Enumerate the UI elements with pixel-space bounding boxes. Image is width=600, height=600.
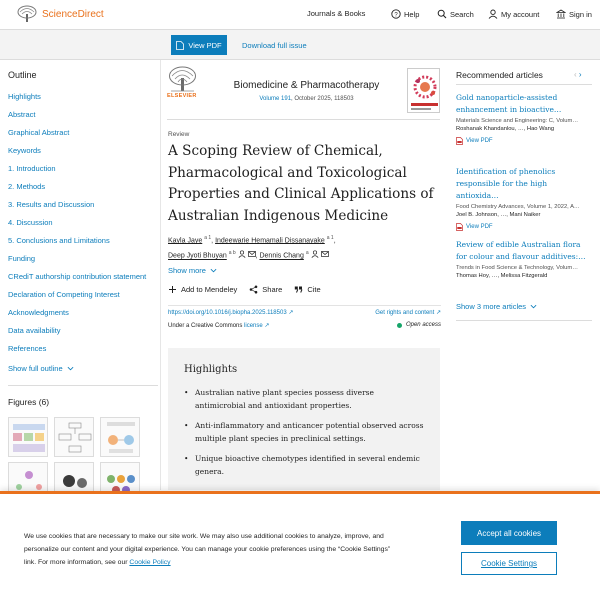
chevron-down-icon (530, 303, 537, 310)
outline-item-conclusions[interactable]: 5. Conclusions and Limitations (8, 236, 110, 245)
sciencedirect-logo[interactable] (16, 5, 104, 23)
view-pdf-label: View PDF (188, 40, 222, 50)
outline-title: Outline (8, 70, 37, 80)
sign-in-link[interactable] (556, 9, 592, 19)
recommended-article-authors: Joel B. Johnson, …, Mani Naiker (456, 212, 541, 218)
cite-button[interactable] (294, 285, 320, 294)
show-more-articles-button[interactable] (456, 302, 537, 311)
outline-item-introduction[interactable]: 1. Introduction (8, 164, 56, 173)
recommended-nav (574, 70, 582, 79)
outline-item-credit[interactable]: CRediT authorship contribution statement (8, 272, 147, 281)
recommended-article-source: Materials Science and Engineering: C, Volum… (456, 118, 579, 124)
outline-sidebar (8, 70, 158, 407)
share-label: Share (262, 285, 283, 294)
recommended-article-title[interactable]: Review of edible Australian flora for colour and flavour additives:… (456, 240, 586, 261)
cookie-message (24, 530, 404, 569)
recommended-articles-title: Recommended articles (456, 70, 543, 80)
figure-thumbnail-image (55, 418, 94, 457)
journals-books-link[interactable] (307, 9, 365, 18)
svg-text:?: ? (394, 12, 398, 19)
get-rights-link[interactable] (375, 309, 441, 316)
recommended-article (456, 239, 592, 279)
recommended-bottom-divider (456, 320, 592, 321)
highlight-item: • Anti-inflammatory and anticancer potential observed across multiple plant species in preclinical settings. (184, 420, 424, 445)
license-link[interactable] (244, 323, 269, 329)
user-icon (488, 9, 498, 19)
chevron-right-icon[interactable]: › (578, 70, 582, 79)
author-affiliation[interactable]: a b (228, 250, 236, 257)
external-link-icon: ↗ (264, 323, 270, 329)
highlights-section (168, 348, 440, 490)
show-full-outline-button[interactable] (8, 364, 158, 373)
email-icon[interactable] (248, 250, 256, 258)
author-name[interactable]: Kayla Jaye (168, 237, 203, 245)
recommended-article-source: Food Chemistry Advances, Volume 1, 2022, A… (456, 204, 580, 210)
elsevier-tree-icon (16, 5, 38, 23)
recommended-divider (456, 84, 592, 85)
view-pdf-button[interactable] (171, 35, 227, 55)
recommended-article-source: Trends in Food Science & Technology, Volum… (456, 265, 579, 271)
pdf-icon (176, 41, 184, 50)
journal-name[interactable]: Biomedicine & Pharmacotherapy (233, 80, 380, 91)
search-label: Search (450, 9, 474, 19)
article-action-bar (0, 30, 600, 60)
view-pdf-label: View PDF (466, 224, 493, 230)
author-separator: , (255, 252, 258, 260)
author-name[interactable]: Deep Jyoti Bhuyan (168, 252, 227, 260)
outline-item-funding[interactable]: Funding (8, 254, 36, 263)
show-more-articles-label: Show 3 more articles (456, 302, 527, 311)
figure-thumbnail-image (101, 418, 140, 457)
author-name[interactable]: Indeewarie Hemamali Dissanayake (215, 237, 325, 245)
article-title: A Scoping Review of Chemical, Pharmacological and Toxicological Properties and Clinical Applications of Australian Indigenous Medicine (168, 143, 434, 224)
accept-all-cookies-button[interactable]: Accept all cookies (461, 521, 557, 545)
external-link-icon: ↗ (435, 310, 441, 316)
search-icon (437, 9, 447, 19)
license-row (168, 322, 441, 329)
license-prefix: Under a Creative Commons (168, 323, 245, 329)
top-navigation (0, 0, 600, 30)
author-affiliation[interactable]: a 1 (326, 235, 334, 241)
institution-icon (556, 9, 566, 19)
highlight-item: • Australian native plant species possess diverse antimicrobial and antioxidant properties. (184, 387, 424, 412)
article-tools (168, 285, 333, 294)
outline-item-competing-interest[interactable]: Declaration of Competing Interest (8, 290, 120, 299)
journals-books-label: Journals & Books (307, 9, 366, 18)
doi-link[interactable] (168, 309, 293, 316)
my-account-link[interactable] (488, 9, 539, 19)
help-icon (391, 9, 401, 19)
share-icon (249, 285, 258, 294)
recommended-view-pdf-link[interactable] (456, 223, 592, 231)
my-account-label: My account (501, 9, 540, 19)
show-full-outline-label: Show full outline (8, 364, 63, 373)
outline-item-results[interactable]: 3. Results and Discussion (8, 200, 95, 209)
sidebar-divider (160, 60, 161, 490)
journal-volume (219, 96, 394, 102)
author-separator: , (333, 237, 336, 245)
pdf-icon (456, 223, 463, 231)
show-more-label: Show more (168, 266, 206, 275)
pdf-icon (456, 137, 463, 145)
doi-text: https://doi.org/10.1016/j.biopha.2025.118503 (168, 310, 287, 316)
author-affiliation[interactable]: a (305, 250, 309, 257)
plus-icon (168, 285, 177, 294)
share-button[interactable] (249, 285, 282, 294)
add-to-mendeley-button[interactable] (168, 285, 237, 294)
journal-header (167, 66, 440, 120)
figures-title: Figures (6) (8, 397, 50, 407)
recommended-article-title[interactable]: Identification of phenolics responsible for the high antioxida… (456, 167, 556, 200)
search-link[interactable] (437, 9, 474, 19)
author-separator: , (211, 237, 214, 245)
cookie-banner (0, 491, 600, 600)
recommended-article-authors: Roshanak Khandanlou, …, Hao Wang (456, 126, 555, 132)
person-icon (311, 250, 319, 258)
open-access-badge (397, 322, 441, 328)
cookie-settings-button[interactable]: Cookie Settings (461, 552, 557, 575)
doi-row (168, 305, 441, 316)
recommended-view-pdf-link[interactable] (456, 137, 592, 145)
chevron-left-icon[interactable]: ‹ (574, 70, 577, 79)
chevron-down-icon (67, 365, 74, 372)
journal-cover-image[interactable] (407, 68, 440, 113)
outline-divider (8, 385, 158, 386)
recommended-article (456, 166, 592, 231)
help-link[interactable] (391, 9, 419, 19)
outline-item-keywords[interactable]: Keywords (8, 146, 41, 155)
figure-thumbnail[interactable] (54, 417, 94, 457)
cookie-policy-link[interactable]: Cookie Policy (129, 559, 171, 566)
outline-item-discussion[interactable]: 4. Discussion (8, 218, 53, 227)
outline-item-graphical-abstract[interactable]: Graphical Abstract (8, 128, 70, 137)
figure-thumbnail-image (9, 418, 48, 457)
rights-text: Get rights and content (375, 310, 435, 316)
help-label: Help (404, 9, 420, 19)
quote-icon (294, 285, 303, 294)
figure-thumbnail[interactable] (8, 417, 48, 457)
highlight-item: • Unique bioactive chemotypes identified in several endemic genera. (184, 453, 424, 478)
figure-thumbnails (8, 417, 148, 502)
outline-item-acknowledgments[interactable]: Acknowledgments (8, 308, 69, 317)
figure-thumbnail[interactable] (100, 417, 140, 457)
highlights-title: Highlights (184, 364, 238, 375)
cookie-message-text: We use cookies that are necessary to make our site work. We may also use additional cookies to analyze, improve, and personalize our content and your digital experience. You can manage your cookie preferences using the “Cookie Settings” link. For more information, see our (24, 533, 391, 566)
outline-item-methods[interactable]: 2. Methods (8, 182, 46, 191)
sign-in-label: Sign in (569, 9, 592, 19)
recommended-article-title[interactable]: Gold nanoparticle-assisted enhancement in bioactive… (456, 93, 562, 114)
recommended-article-authors: Thomas Hoy, …, Melissa Fitzgerald (456, 273, 548, 279)
recommended-article (456, 92, 592, 145)
outline-item-highlights[interactable]: Highlights (8, 92, 41, 101)
author-list (168, 232, 443, 263)
download-full-issue-link[interactable]: Download full issue (242, 41, 307, 50)
volume-details: , October 2025, 118503 (291, 96, 354, 102)
journal-cover-art (408, 69, 440, 113)
brand-name: ScienceDirect (42, 8, 104, 20)
external-link-icon: ↗ (288, 310, 294, 316)
cite-label: Cite (307, 285, 321, 294)
email-icon[interactable] (321, 250, 329, 258)
outline-item-data-availability[interactable]: Data availability (8, 326, 61, 335)
person-icon (238, 250, 246, 258)
author-affiliation[interactable]: a 1 (204, 235, 212, 241)
article-type: Review (168, 131, 190, 138)
elsevier-wordmark: ELSEVIER (167, 93, 197, 99)
outline-item-abstract[interactable]: Abstract (8, 110, 36, 119)
outline-item-references[interactable]: References (8, 344, 47, 353)
chevron-down-icon (210, 267, 217, 274)
open-access-label: Open access (405, 322, 441, 328)
license-link-text: license (244, 323, 263, 329)
author-name[interactable]: Dennis Chang (259, 252, 304, 260)
add-to-mendeley-label: Add to Mendeley (181, 285, 238, 294)
volume-link[interactable]: Volume 191 (259, 96, 292, 102)
open-access-dot-icon (397, 323, 402, 328)
view-pdf-label: View PDF (466, 138, 493, 144)
show-more-authors-button[interactable] (168, 266, 217, 275)
